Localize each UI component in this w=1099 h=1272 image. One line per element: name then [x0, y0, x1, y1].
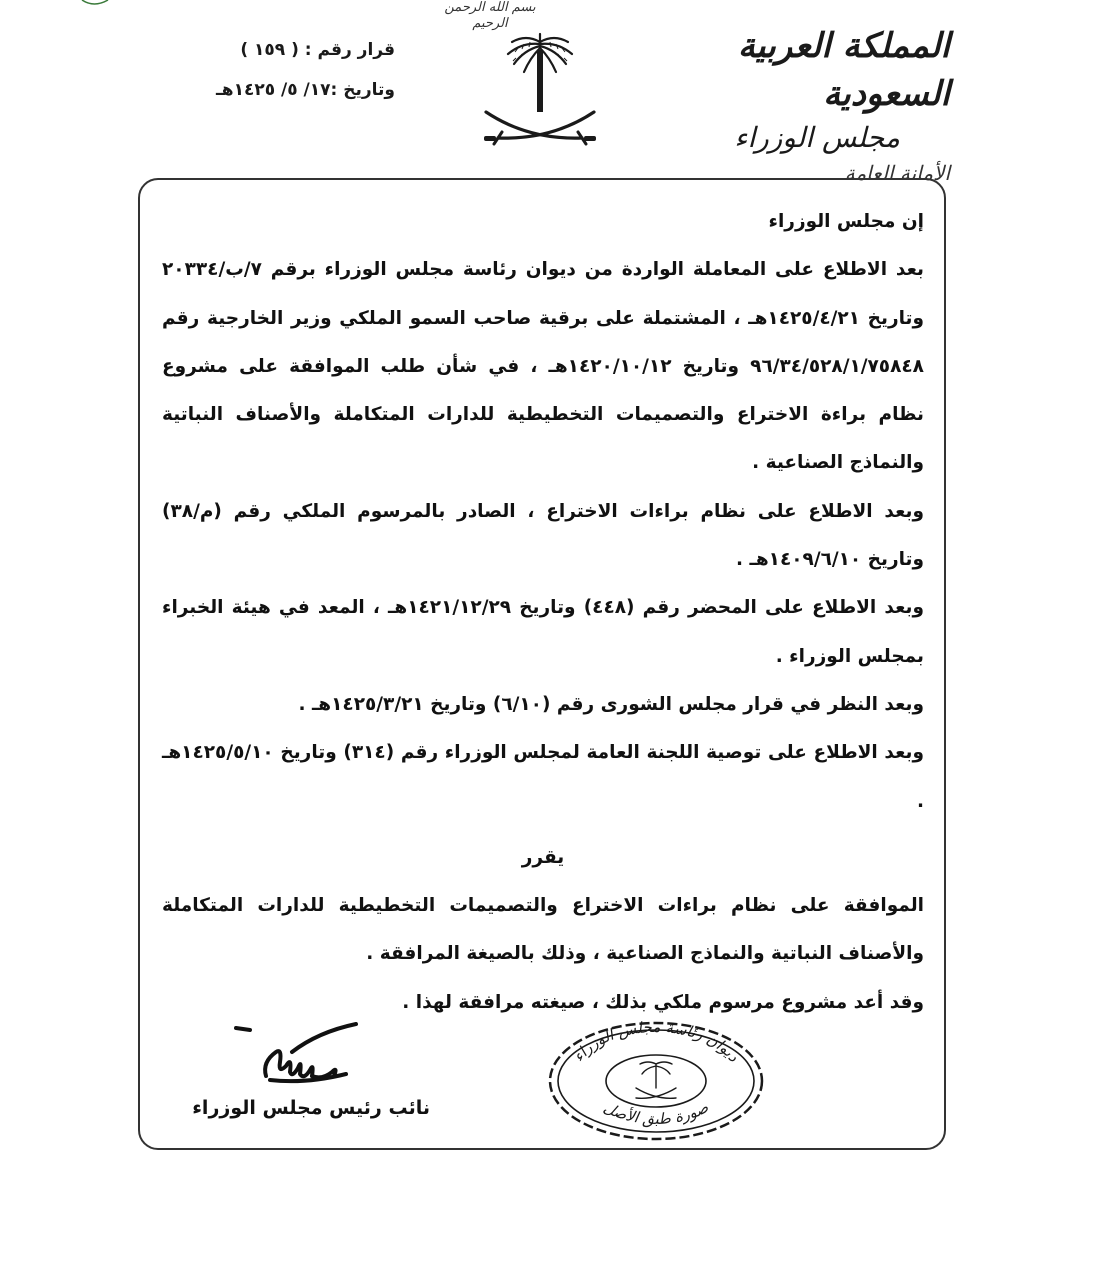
decision-number: قرار رقم : ( ١٥٩ ) [240, 40, 395, 60]
official-stamp-icon [544, 1018, 768, 1144]
preamble-paragraph-5: وبعد الاطلاع على توصية اللجنة العامة لمجلس الوزراء رقم (٣١٤) وتاريخ ١٤٢٥/٥/١٠هـ . [162, 742, 924, 812]
stamp-bottom-text: صورة طبق الأصل [600, 1098, 712, 1128]
decision-date: وتاريخ :١٧/ ٥/ ١٤٢٥هـ [215, 80, 395, 100]
kingdom-name: المملكة العربية السعودية [737, 26, 950, 114]
stamp-top-text: ديوان رئاسة مجلس الوزراء [569, 1018, 743, 1066]
svg-text:ديوان رئاسة مجلس الوزراء [569, 1018, 743, 1065]
preamble-paragraph-3: وبعد الاطلاع على المحضر رقم (٤٤٨) وتاريخ ١٤٢١/١٢/٢٩هـ ، المعد في هيئة الخبراء بمجلس الوزراء . [162, 597, 924, 667]
preamble-paragraph-4: وبعد النظر في قرار مجلس الشورى رقم (٦/١٠) وتاريخ ١٤٢٥/٣/٢١هـ . [298, 693, 924, 715]
letterhead-right [640, 22, 960, 185]
council-name: مجلس الوزراء [734, 121, 900, 154]
decides-heading: يقرر [521, 846, 565, 868]
corner-mark [80, 0, 110, 8]
signatory-title: نائب رئيس مجلس الوزراء [192, 1097, 430, 1119]
preamble-paragraph-2: وبعد الاطلاع على نظام براءات الاختراع ، الصادر بالمرسوم الملكي رقم (م/٣٨) وتاريخ ١٤٠٩/٦/١٠هـ . [162, 500, 924, 571]
opening-line: إن مجلس الوزراء [768, 211, 924, 232]
signature-icon [226, 1022, 366, 1086]
decision-body [162, 198, 924, 1027]
secretariat-name: الأمانة العامة [844, 161, 950, 185]
palm-swords-emblem-icon [478, 28, 602, 156]
decision-paragraph-1: الموافقة على نظام براءات الاختراع والتصميمات التخطيطية للدارات المتكاملة والأصناف النباتية والنماذج الصناعية ، وذلك بالصيغة المرافقة . [162, 895, 924, 965]
basmala: بسم الله الرحمن الرحيم [444, 0, 536, 31]
svg-text:صورة طبق الأصل [601, 1098, 712, 1128]
decision-reference [140, 30, 395, 110]
decision-paragraph-2: وقد أعد مشروع مرسوم ملكي بذلك ، صيغته مرافقة لهذا . [402, 991, 924, 1013]
preamble-paragraph-1: بعد الاطلاع على المعاملة الواردة من ديوان رئاسة مجلس الوزراء برقم ٧/ب/٢٠٣٣٤ وتاريخ ١٤٢٥/٤/٢١هـ ، المشتملة على برقية صاحب السمو الملكي وزير الخارجية رقم ٩٦/٣٤/٥٢٨/١/٧٥٨٤٨ وتاريخ ١٤٢٠/١٠/١٢هـ ، في شأن طلب الموافقة على مشروع نظام براءة الاختراع والتصميمات التخطيطية للدارات المتكاملة والأصناف النباتية والنماذج الصناعية . [162, 259, 925, 474]
